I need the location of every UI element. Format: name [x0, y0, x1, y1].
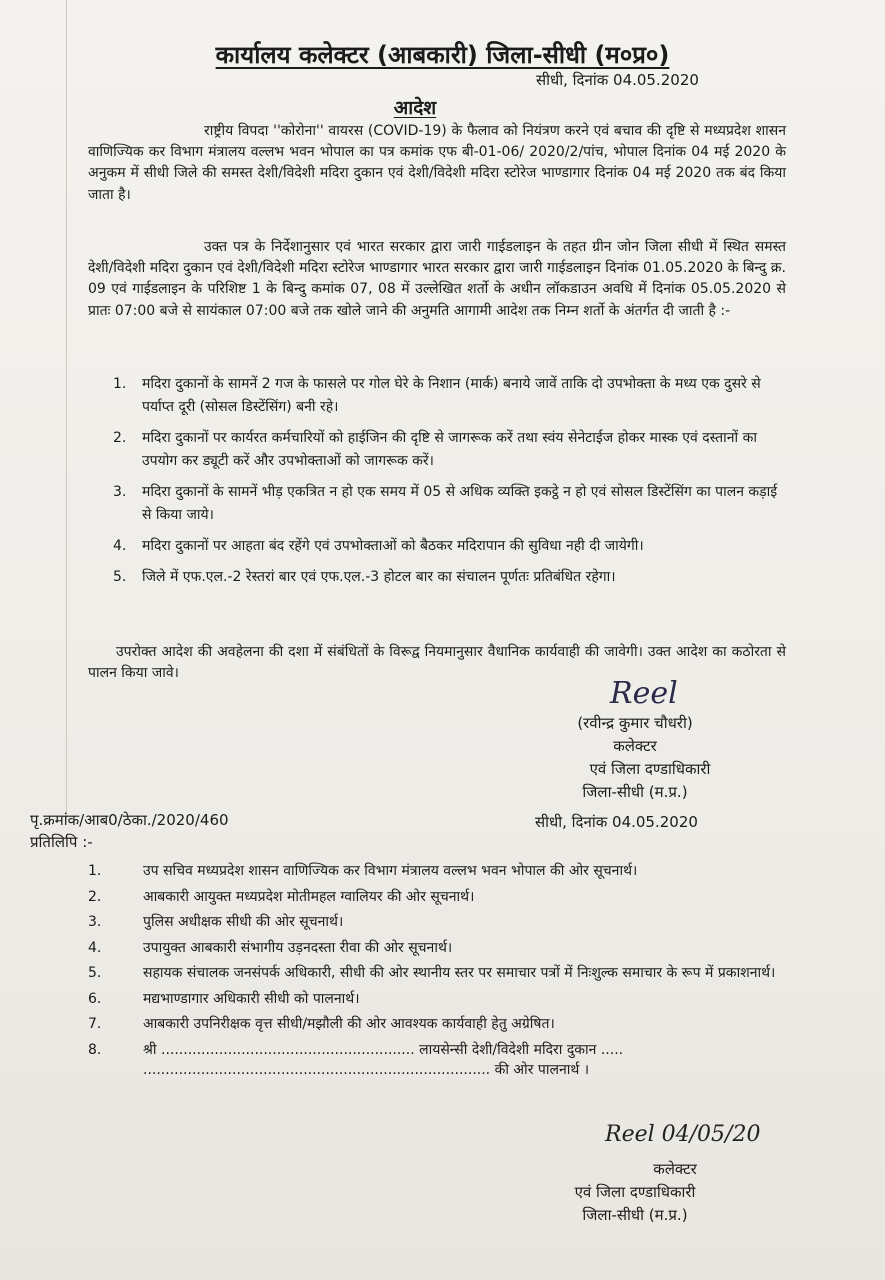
signatory-1-designation: कलेक्टर [613, 737, 657, 755]
condition-item: 4. मदिरा दुकानों पर आहता बंद रहेंगे एवं उपभोक्ताओं को बैठकर मदिरापान की सुविधा नही दी जायेगी। [113, 538, 644, 554]
copies-list [88, 861, 808, 1086]
condition-item: 1. मदिरा दुकानों के सामनें 2 गज के फासले पर गोल घेरे के निशान (मार्क) बनाये जावें ताकि दो उपभोक्ता के मध्य एक दुसरे से पर्याप्त दूरी (सोसल डिस्टेंसिंग) बनी रहे। [113, 376, 761, 415]
paragraph-2-text: उक्त पत्र के निर्देशानुसार एवं भारत सरकार द्वारा जारी गाईडलाइन के तहत ग्रीन जोन जिला सीधी में स्थित समस्त देशी/विदेशी मदिरा दुकान एवं देशी/विदेशी मदिरा स्टोरेज भाण्डागार भारत सरकार द्वारा जारी गाईडलाइन दिनांक 01.05.2020 के बिन्दु क्र. 09 एवं गाईडलाइन के परिशिष्ट 1 के बिन्दु कमांक 07, 08 में उल्लेखित शर्तो के अधीन लॉकडाउन अवधि में दिनांक 05.05.2020 से प्रातः 07:00 बजे से सायंकाल 07:00 बजे तक खोले जाने की अनुमति आगामी आदेश तक निम्न शर्तो के अंतर्गत दी जाती है :- [88, 239, 786, 319]
signatory-1-designation2: एवं जिला दण्डाधिकारी [589, 760, 711, 778]
order-heading: आदेश [393, 97, 437, 119]
order-date: सीधी, दिनांक 04.05.2020 [536, 71, 699, 89]
office-title: कार्यालय कलेक्टर (आबकारी) जिला-सीधी (म०प्र०) [215, 41, 670, 69]
collector-signature-2: Reel 04/05/20 [605, 1122, 761, 1147]
signatory-1-block [520, 712, 750, 804]
signatory-1-name: (रवीन्द्र कुमार चौधरी) [577, 714, 693, 732]
paragraph-3-text: उपरोक्त आदेश की अवहेलना की दशा में संबंधितों के विरूद्व नियमानुसार वैधानिक कार्यवाही की जावेगी। उक्त आदेश का कठोरता से पालन किया जावे। [88, 644, 786, 682]
endorsement-date: सीधी, दिनांक 04.05.2020 [535, 813, 698, 831]
copy-label: प्रतिलिपि :- [30, 833, 93, 851]
copy-item: 2. आबकारी आयुक्त मध्यप्रदेश मोतीमहल ग्वालियर की ओर सूचनार्थ। [88, 888, 475, 905]
paragraph-1-text: राष्ट्रीय विपदा ''कोरोना'' वायरस (COVID-19) के फैलाव को नियंत्रण करने एवं बचाव की दृष्टि से मध्यप्रदेश शासन वाणिज्यिक कर विभाग मंत्रालय वल्लभ भवन भोपाल का पत्र कमांक एफ बी-01-06/ 2020/2/पांच, भोपाल दिनांक 04 मई 2020 के अनुकम में सीधी जिले की समस्त देशी/विदेशी मदिरा दुकान एवं देशी/विदेशी मदिरा स्टोरेज भाण्डागार दिनांक 04 मई 2020 तक बंद किया जाता है। [88, 123, 786, 203]
copy-item: 4. उपायुक्त आबकारी संभागीय उड़नदस्ता रीवा की ओर सूचनार्थ। [88, 939, 453, 956]
endorsement-ref-number: पृ.क्रमांक/आब0/ठेका./2020/460 [30, 811, 229, 829]
copy-item: 7. आबकारी उपनिरीक्षक वृत्त सीधी/मझौली की ओर आवश्यक कार्यवाही हेतु अग्रेषित। [88, 1016, 555, 1032]
signatory-1-location: जिला-सीधी (म.प्र.) [582, 783, 688, 801]
signatory-2-designation2: एवं जिला दण्डाधिकारी [574, 1183, 696, 1201]
copy-item: 8. श्री ......................................................... लायसेन्सी देशी/विदेशी मदिरा दुकान ..... .............................................................................. की ओर पालनार्थ । [88, 1041, 624, 1078]
page-fold-line [66, 0, 67, 820]
condition-item: 3. मदिरा दुकानों के सामनें भीड़ एकत्रित न हो एक समय में 05 से अधिक व्यक्ति इकट्ठे न हो एवं सोसल डिस्टेंसिंग का पालन कड़ाई से किया जाये। [113, 484, 778, 523]
signatory-2-block [520, 1158, 750, 1227]
condition-item: 5. जिले में एफ.एल.-2 रेस्तरां बार एवं एफ.एल.-3 होटल बार का संचालन पूर्णतः प्रतिबंधित रहेगा। [113, 569, 616, 585]
signatory-2-location: जिला-सीधी (म.प्र.) [582, 1206, 688, 1224]
collector-signature-1: Reel [610, 676, 678, 711]
condition-item: 2. मदिरा दुकानों पर कार्यरत कर्मचारियों को हाईजिन की दृष्टि से जागरूक करें तथा स्वंय सेनेटाईज होकर मास्क एवं दस्तानों का उपयोग कर ड्यूटी करें और उपभोक्ताओं को जागरूक करें। [113, 430, 757, 469]
conditions-list [113, 373, 785, 597]
signatory-2-designation: कलेक्टर [653, 1160, 697, 1178]
copy-item: 5. सहायक संचालक जनसंपर्क अधिकारी, सीधी की ओर स्थानीय स्तर पर समाचार पत्रों में निःशुल्क समाचार के रूप में प्रकाशनार्थ। [88, 965, 776, 981]
copy-item: 1. उप सचिव मध्यप्रदेश शासन वाणिज्यिक कर विभाग मंत्रालय वल्लभ भवन भोपाल की ओर सूचनार्थ। [88, 863, 638, 879]
paragraph-1 [88, 121, 786, 206]
paragraph-2 [88, 237, 786, 322]
paragraph-3 [88, 642, 786, 684]
copy-item: 6. मद्यभाण्डागार अधिकारी सीधी को पालनार्थ। [88, 990, 360, 1007]
copy-item: 3. पुलिस अधीक्षक सीधी की ओर सूचनार्थ। [88, 914, 344, 930]
